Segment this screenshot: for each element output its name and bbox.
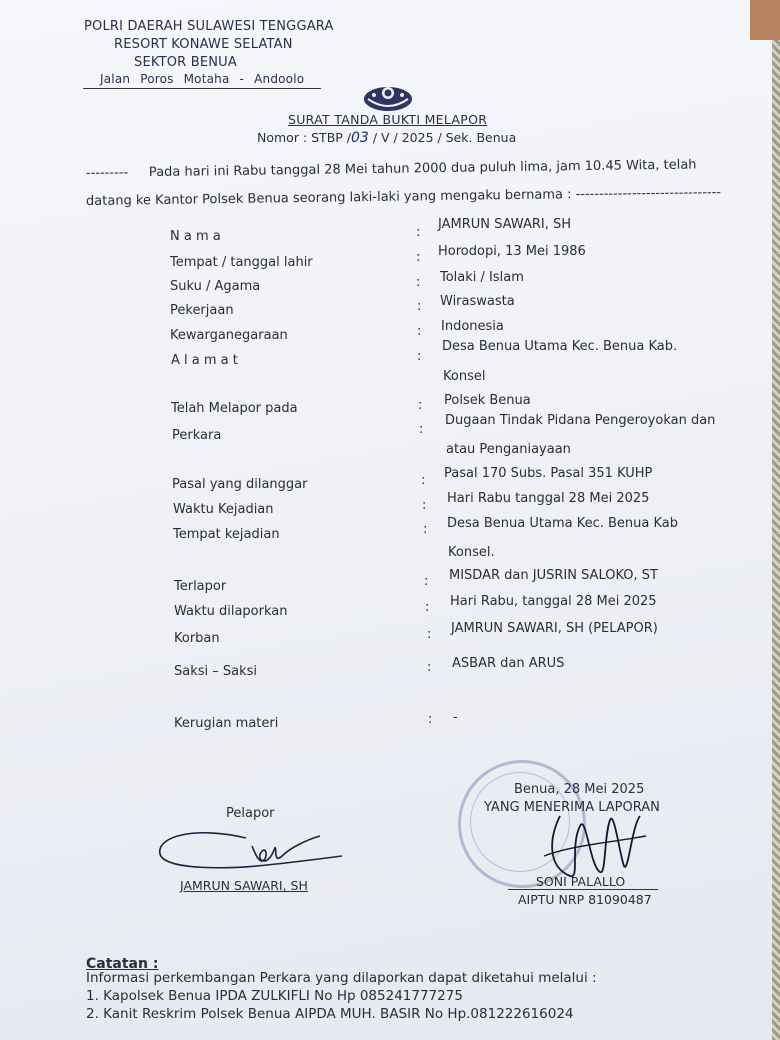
police-crest-icon [362, 81, 414, 113]
reporter-signature [156, 826, 346, 882]
intro-dashes-right: ------------------------------- [575, 185, 722, 203]
notes-line-3: 2. Kanit Reskrim Polsek Benua AIPDA MUH. BASIR No Hp.081222616024 [86, 1006, 574, 1022]
number-handwritten: 03 [351, 130, 369, 146]
field-value-ttl: Horodopi, 13 Mei 1986 [438, 244, 586, 259]
colon: : [417, 299, 422, 314]
field-label-pasal: Pasal yang dilanggar [172, 477, 308, 492]
colon: : [427, 627, 432, 642]
notes-line-1: Informasi perkembangan Perkara yang dilaporkan dapat diketahui melalui : [86, 970, 597, 986]
number-suffix: / V / 2025 / Sek. Benua [372, 130, 517, 145]
intro-text-1: Pada hari ini Rabu tanggal 28 Mei tahun 2000 dua puluh lima, jam 10.45 Wita, telah [148, 157, 697, 181]
receiver-underline [508, 889, 658, 890]
reporter-label: Pelapor [226, 806, 275, 821]
field-label-melapor: Telah Melapor pada [171, 401, 298, 416]
field-value-perkara-2: atau Penganiayaan [446, 442, 571, 457]
field-label-kerugian: Kerugian materi [174, 716, 279, 731]
colon: : [416, 275, 421, 290]
field-value-korban: JAMRUN SAWARI, SH (PELAPOR) [451, 621, 658, 636]
field-value-alamat-2: Konsel [443, 369, 486, 384]
colon: : [418, 398, 423, 413]
header-underline [83, 88, 321, 89]
colon: : [416, 250, 421, 265]
field-label-terlapor: Terlapor [174, 579, 227, 594]
field-value-suku-agama: Tolaki / Islam [440, 270, 524, 285]
field-label-nama: N a m a [170, 229, 221, 244]
colon: : [425, 600, 430, 615]
header-line-2: RESORT KONAWE SELATAN [114, 37, 293, 52]
receiver-nrp: AIPTU NRP 81090487 [518, 892, 652, 907]
field-value-terlapor: MISDAR dan JUSRIN SALOKO, ST [449, 568, 658, 583]
intro-text-2: datang ke Kantor Polsek Benua seorang laki-laki yang mengaku bernama : [85, 187, 572, 209]
field-value-tempat-kejadian: Desa Benua Utama Kec. Benua Kab [447, 516, 679, 531]
field-label-alamat: A l a m a t [171, 353, 238, 368]
signing-date: Benua, 28 Mei 2025 [514, 782, 645, 797]
colon: : [428, 712, 433, 727]
colon: : [419, 422, 424, 437]
field-label-suku-agama: Suku / Agama [170, 279, 261, 294]
field-value-kerugian: - [453, 710, 458, 725]
field-value-pekerjaan: Wiraswasta [440, 294, 515, 309]
field-label-korban: Korban [174, 631, 220, 646]
field-value-melapor: Polsek Benua [444, 393, 531, 408]
colon: : [422, 498, 427, 513]
header-address: Jalan Poros Motaha - Andoolo [100, 72, 305, 86]
field-label-perkara: Perkara [172, 428, 222, 443]
field-value-pasal: Pasal 170 Subs. Pasal 351 KUHP [444, 466, 653, 481]
field-value-perkara: Dugaan Tindak Pidana Pengeroyokan dan [445, 413, 716, 428]
reporter-name: JAMRUN SAWARI, SH [180, 878, 308, 893]
document-title: SURAT TANDA BUKTI MELAPOR [288, 112, 488, 127]
intro-dashes-left: --------- [85, 165, 129, 181]
field-label-pekerjaan: Pekerjaan [170, 303, 234, 318]
field-label-kewarganegaraan: Kewarganegaraan [170, 328, 288, 343]
document-number [257, 130, 516, 146]
field-label-waktu-kejadian: Waktu Kejadian [173, 502, 274, 517]
receiver-role: YANG MENERIMA LAPORAN [484, 800, 660, 815]
field-label-ttl: Tempat / tanggal lahir [170, 255, 313, 270]
field-value-tempat-kejadian-2: Konsel. [448, 545, 495, 560]
field-value-kewarganegaraan: Indonesia [441, 319, 504, 334]
field-value-alamat: Desa Benua Utama Kec. Benua Kab. [442, 339, 678, 354]
notes-line-2: 1. Kapolsek Benua IPDA ZULKIFLI No Hp 085241777275 [86, 988, 463, 1004]
header-line-3: SEKTOR BENUA [134, 55, 237, 70]
field-value-waktu-dilaporkan: Hari Rabu, tanggal 28 Mei 2025 [450, 594, 657, 609]
receiver-name: SONI PALALLO [536, 874, 626, 889]
colon: : [427, 660, 432, 675]
field-value-nama: JAMRUN SAWARI, SH [438, 217, 571, 232]
colon: : [421, 473, 426, 488]
field-value-saksi: ASBAR dan ARUS [452, 656, 565, 671]
field-label-waktu-dilaporkan: Waktu dilaporkan [174, 604, 288, 619]
field-value-waktu-kejadian: Hari Rabu tanggal 28 Mei 2025 [447, 491, 650, 506]
colon: : [417, 324, 422, 339]
header-line-1: POLRI DAERAH SULAWESI TENGGARA [84, 19, 334, 34]
notes-title: Catatan : [86, 956, 159, 972]
colon: : [423, 522, 428, 537]
field-label-tempat-kejadian: Tempat kejadian [173, 527, 280, 542]
colon: : [424, 574, 429, 589]
table-edge [772, 0, 780, 1040]
table-corner [750, 0, 780, 40]
field-label-saksi: Saksi – Saksi [174, 664, 258, 679]
number-prefix: Nomor : STBP / [257, 130, 351, 145]
colon: : [416, 225, 421, 240]
colon: : [417, 349, 422, 364]
